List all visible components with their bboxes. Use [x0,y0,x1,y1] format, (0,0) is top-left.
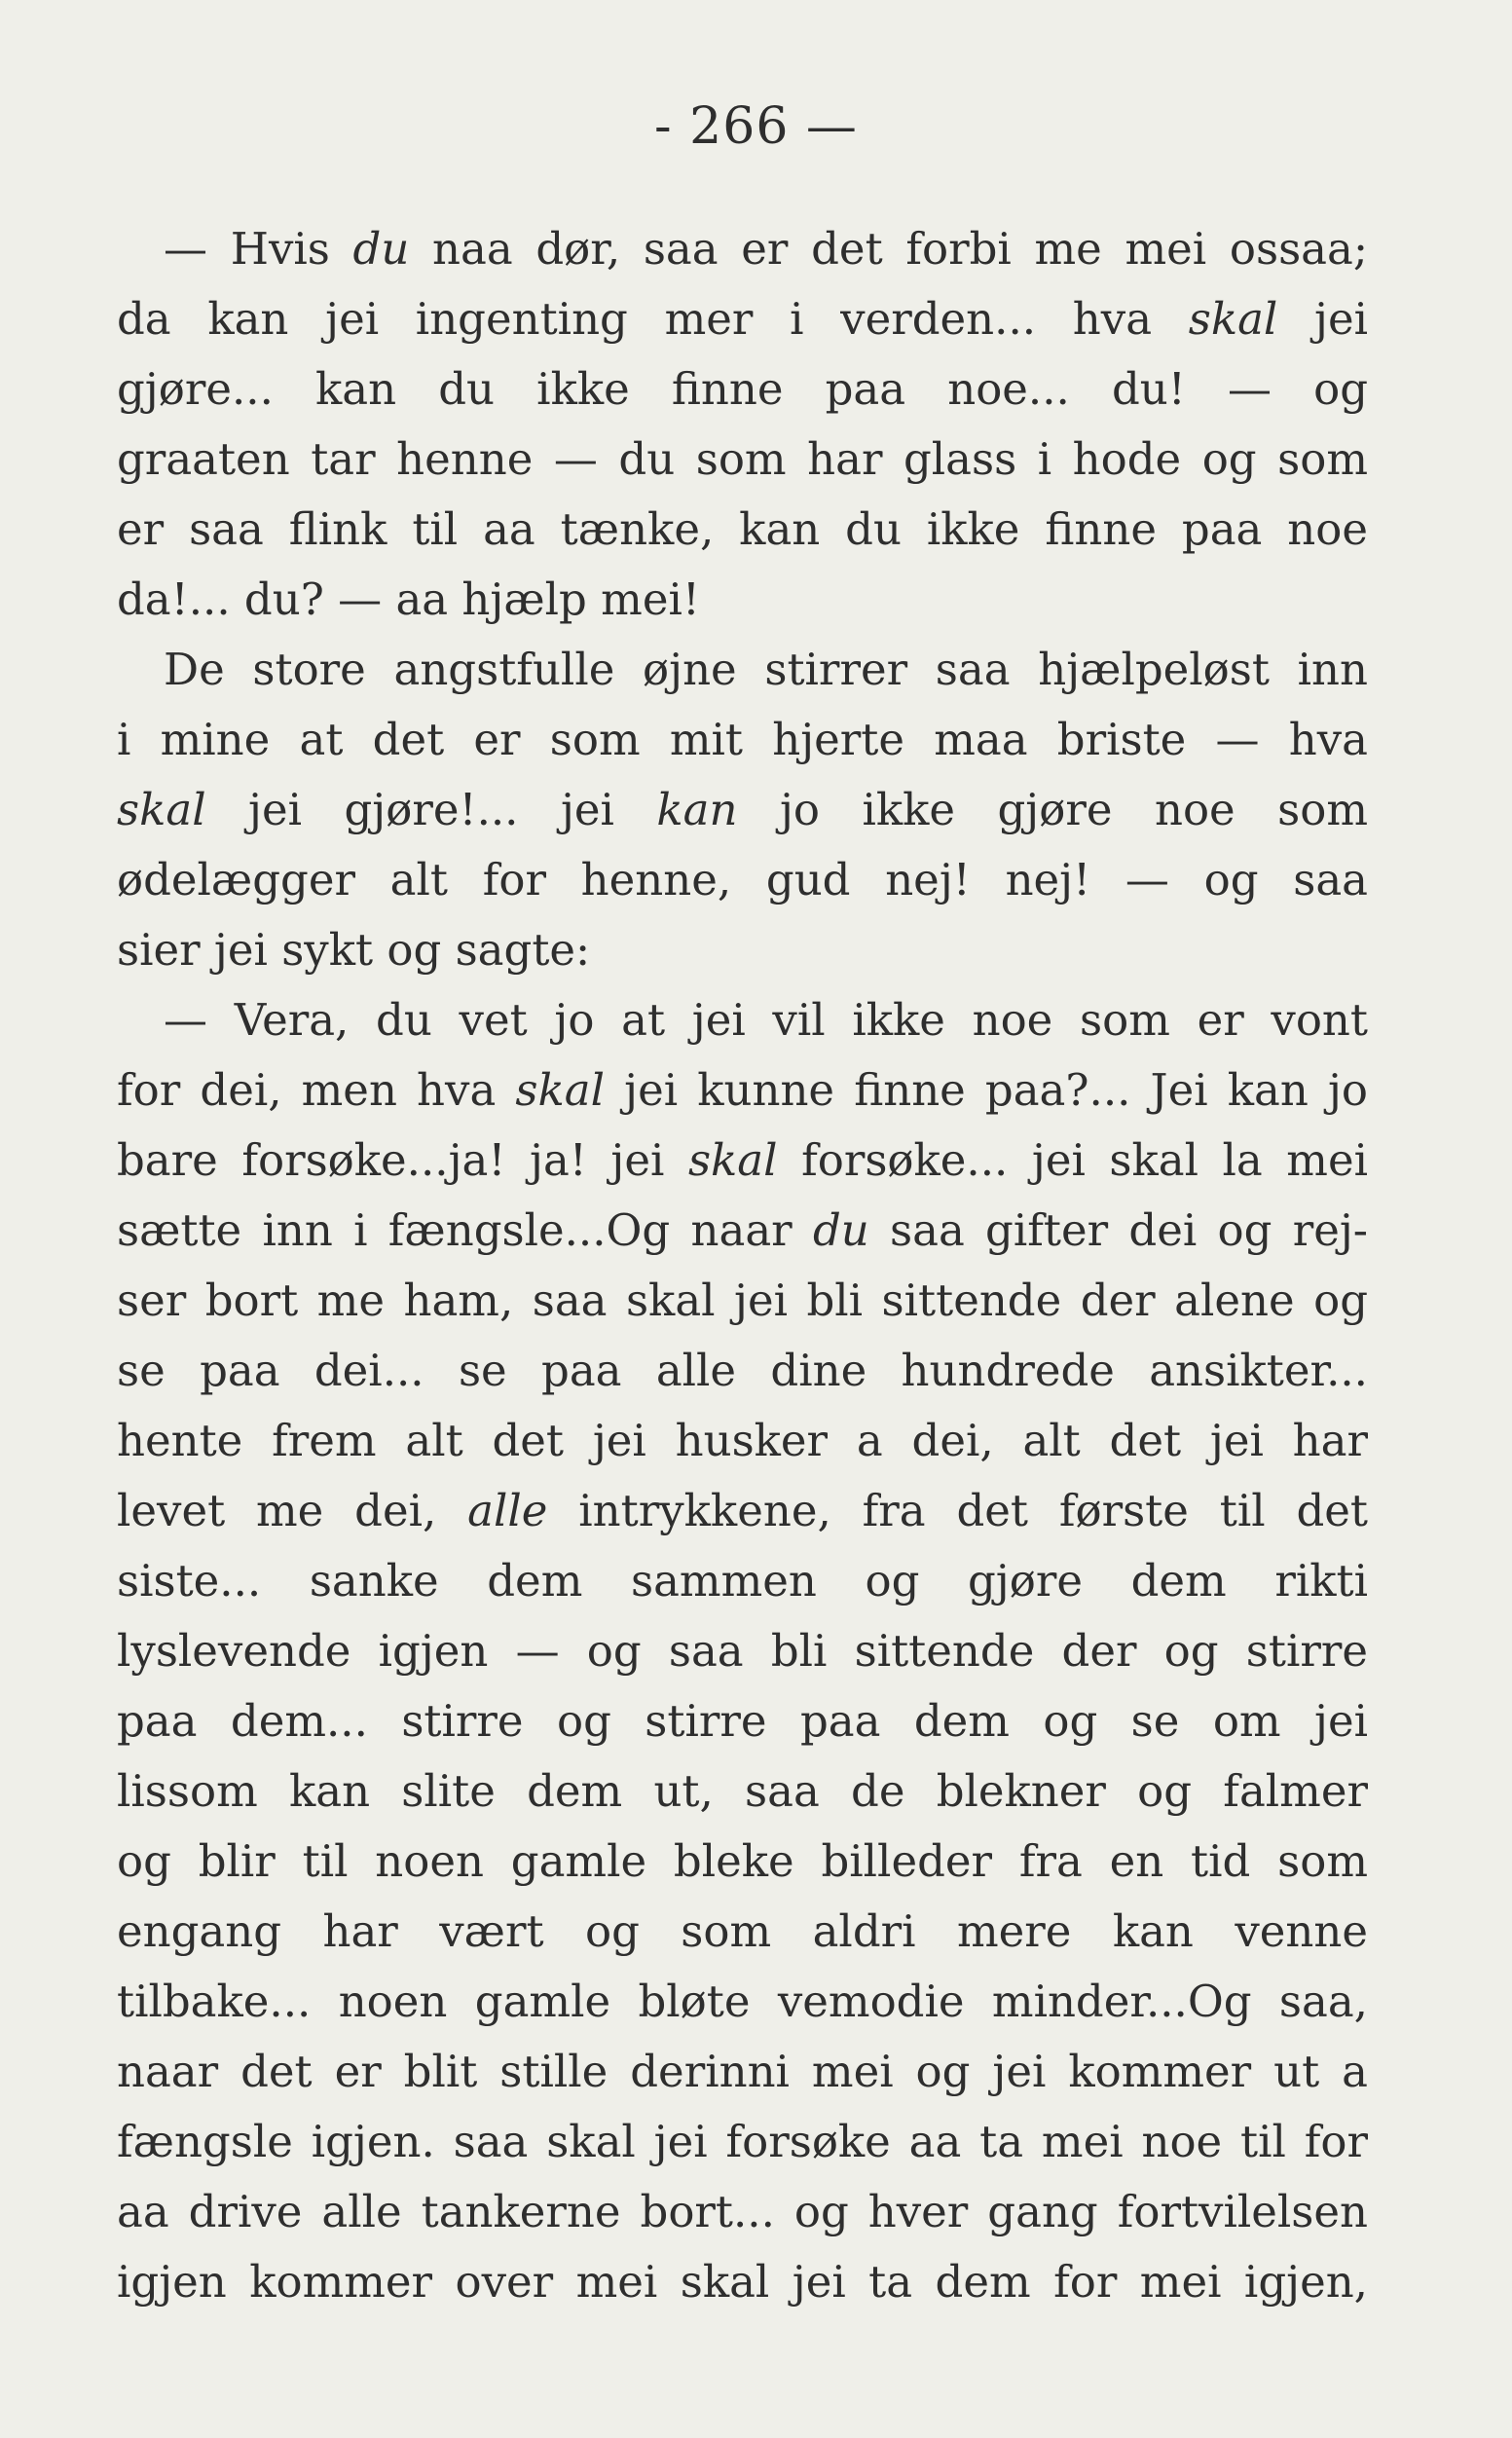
text-line [117,1126,1368,1196]
text-segment: i mine at det er som mit hjerte maa briste — hva [117,714,1368,765]
text-segment: se paa dei... se paa alle dine hundrede ansikter... [117,1345,1368,1396]
emphasis: du [812,1204,869,1256]
text-line [117,635,1368,705]
text-segment: bare forsøke...ja! ja! jei [117,1134,688,1186]
text-segment: aa drive alle tankerne bort... og hver gang fortvilelsen [117,2186,1368,2237]
text-segment: — Hvis [164,223,353,275]
text-segment: og blir til noen gamle bleke billeder fra en tid som [117,1835,1368,1887]
text-segment: levet me dei, [117,1485,468,1536]
text-segment: tilbake... noen gamle bløte vemodie minder...Og saa, [117,1976,1368,2027]
text-line [117,1616,1368,1686]
text-line [117,214,1368,284]
text-line [117,1336,1368,1406]
text-segment: jei gjøre!... jei [205,784,657,835]
text-line [117,1967,1368,2037]
text-segment: naar det er blit stille derinni mei og jei kommer ut a [117,2046,1368,2097]
text-segment: graaten tar henne — du som har glass i hode og som [117,433,1368,485]
emphasis: kan [656,784,738,835]
text-segment: intrykkene, fra det første til det [547,1485,1368,1536]
text-line [117,2177,1368,2247]
text-segment: lyslevende igjen — og saa bli sittende der og stirre [117,1625,1368,1677]
emphasis: alle [467,1485,548,1536]
text-line [117,1546,1368,1616]
text-segment: lissom kan slite dem ut, saa de blekner og falmer [117,1765,1368,1817]
text-line [117,2107,1368,2177]
text-line [117,1055,1368,1126]
text-segment: forsøke... jei skal la mei [777,1134,1368,1186]
emphasis: skal [1188,293,1278,345]
text-segment: saa gifter dei og rej- [868,1204,1368,1256]
text-line [117,1406,1368,1476]
text-line [117,845,1368,915]
text-line [117,1756,1368,1827]
text-line [117,425,1368,495]
body-text [117,214,1368,2317]
text-line [117,2037,1368,2107]
text-line [117,565,1368,635]
emphasis: skal [117,784,206,835]
text-line [117,1686,1368,1756]
text-segment: sier jei sykt og sagte: [117,924,591,976]
text-line [117,1897,1368,1967]
text-line [117,915,1368,985]
text-segment: igjen kommer over mei skal jei ta dem for mei igjen, [117,2256,1368,2308]
page-number: - 266 — [654,97,858,156]
text-segment: sætte inn i fængsle...Og naar [117,1204,813,1256]
emphasis: skal [687,1134,778,1186]
text-segment: er saa flink til aa tænke, kan du ikke finne paa noe [117,503,1368,555]
text-segment: jei [1277,293,1368,345]
text-line [117,775,1368,845]
emphasis: skal [515,1064,605,1116]
text-segment: hente frem alt det jei husker a dei, alt det jei har [117,1415,1368,1466]
text-segment: ser bort me ham, saa skal jei bli sittende der alene og [117,1274,1368,1326]
text-segment: naa dør, saa er det forbi me mei ossaa; [409,223,1368,275]
text-line [117,284,1368,354]
text-line [117,705,1368,775]
emphasis: du [352,223,410,275]
text-segment: engang har vært og som aldri mere kan venne [117,1905,1368,1957]
text-segment: for dei, men hva [117,1064,516,1116]
text-line [117,495,1368,565]
text-segment: da!... du? — aa hjælp mei! [117,573,700,625]
text-segment: De store angstfulle øjne stirrer saa hjælpeløst inn [164,644,1368,695]
text-line [117,1266,1368,1336]
text-segment: jo ikke gjøre noe som [737,784,1368,835]
text-line [117,354,1368,425]
text-segment: siste... sanke dem sammen og gjøre dem rikti [117,1555,1368,1607]
text-segment: paa dem... stirre og stirre paa dem og se om jei [117,1695,1368,1747]
text-line [117,985,1368,1055]
text-segment: — Vera, du vet jo at jei vil ikke noe som er vont [164,994,1368,1046]
text-segment: gjøre... kan du ikke finne paa noe... du! — og [117,363,1368,415]
text-segment: fængsle igjen. saa skal jei forsøke aa ta mei noe til for [117,2116,1368,2167]
text-line [117,1476,1368,1546]
text-segment: jei kunne finne paa?... Jei kan jo [605,1064,1368,1116]
text-segment: ødelægger alt for henne, gud nej! nej! — og saa [117,854,1368,905]
text-line [117,1827,1368,1897]
text-line [117,2247,1368,2317]
text-line [117,1196,1368,1266]
text-segment: da kan jei ingenting mer i verden... hva [117,293,1189,345]
